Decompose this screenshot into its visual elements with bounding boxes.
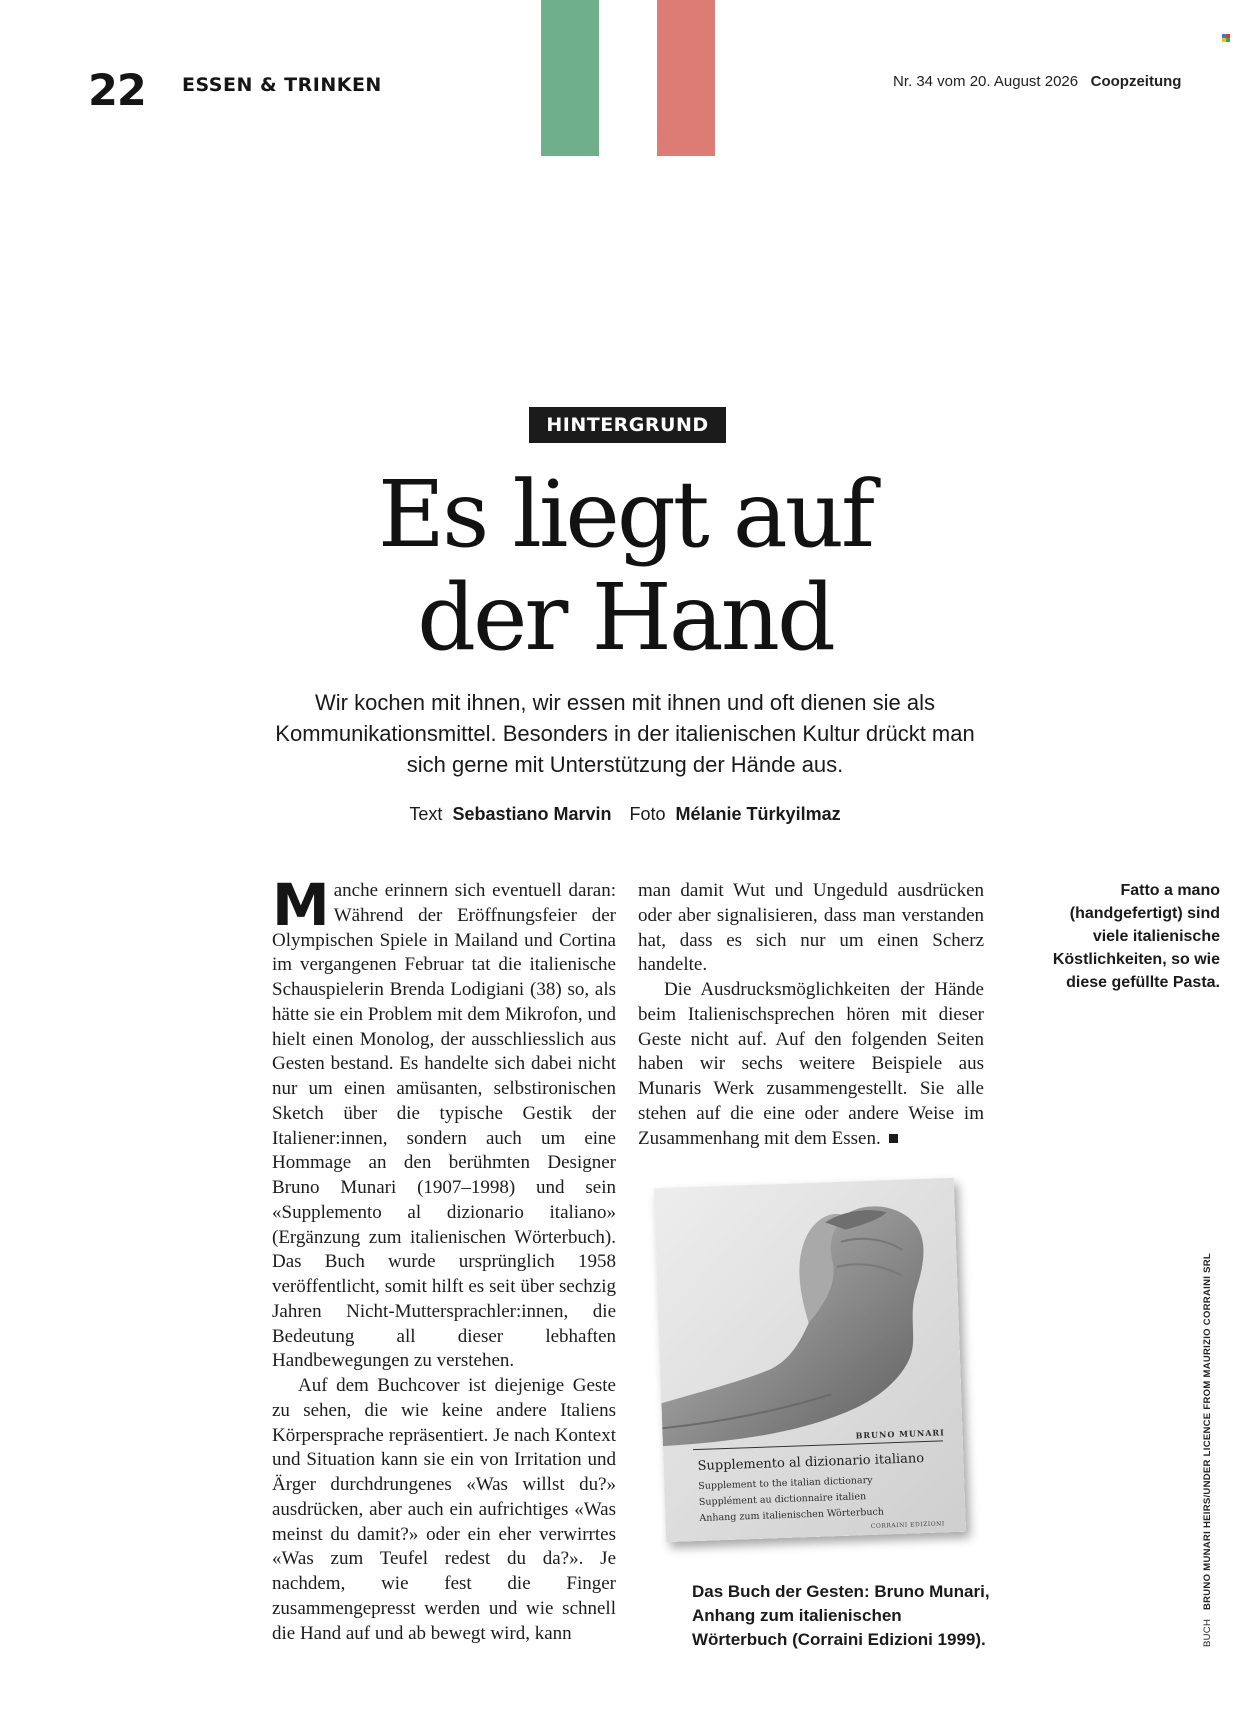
photo-credit-text: BRUNO MUNARI HEIRS/UNDER LICENCE FROM MAURIZIO CORRAINI SRL bbox=[1202, 1252, 1213, 1611]
article-column-1 bbox=[272, 871, 616, 1646]
side-photo-caption: Fatto a mano (handgefertigt) sind viele italienische Köstlichkeiten, so wie diese gefüllte Pasta. bbox=[1052, 882, 1220, 991]
photo-credit-label: BUCH bbox=[1202, 1618, 1213, 1647]
byline bbox=[300, 802, 950, 826]
dropcap: M bbox=[272, 871, 328, 939]
article-paragraph-1 bbox=[272, 871, 616, 1374]
headline-line-1: Es liegt auf bbox=[377, 461, 873, 568]
headline bbox=[300, 463, 950, 669]
lead-paragraph: Wir kochen mit ihnen, wir essen mit ihnen und oft dienen sie als Kommunikationsmittel. Besonders in der italienischen Kultur drückt man sich gerne mit Unterstützung der Hände aus. bbox=[275, 690, 975, 777]
book-author: BRUNO MUNARI bbox=[855, 1427, 945, 1441]
section-title: ESSEN & TRINKEN bbox=[182, 74, 382, 96]
book-subtitle-german: Anhang zum italienischen Wörterbuch bbox=[699, 1506, 885, 1524]
article-paragraph-2: Auf dem Buchcover ist diejenige Geste zu sehen, die wie keine andere Italiens Körpersprache repräsentiert. Je nach Kontext und Situation kann sie ein von Irritation und Ärger durchdrungenes «Was willst du?» ausdrücken, aber auch ein aufrichtiges «Was meinst du damit?» oder ein eher verwirrtes «Was zum Teufel redest du da?». Je nachdem, wie fest die Finger zusammengepresst werden und wie schnell die Hand auf und ab bewegt wird, kann bbox=[272, 1375, 616, 1644]
photo-credit bbox=[1202, 1253, 1214, 1647]
article-column-2 bbox=[638, 879, 984, 1151]
publication-name: Coopzeitung bbox=[1090, 73, 1182, 90]
kicker-badge: HINTERGRUND bbox=[529, 407, 726, 443]
book-subtitle-french: Supplément au dictionnaire italien bbox=[698, 1491, 867, 1508]
issue-date: Nr. 34 vom 20. August 2026 bbox=[893, 73, 1079, 90]
byline-photo-label: Foto bbox=[629, 804, 666, 824]
book-cover-image bbox=[654, 1178, 966, 1542]
article-paragraph-4-text: Die Ausdrucksmöglichkeiten der Hände beim Italienischsprechen hören mit dieser Geste nicht auf. Auf den folgenden Seiten haben wir sechs weitere Beispiele aus Munaris Werk zusammengestellt. Sie alle stehen auf die eine oder andere Weise im Zusammenhang mit dem Essen. bbox=[638, 979, 984, 1149]
headline-line-2: der Hand bbox=[417, 564, 833, 671]
article-paragraph-3: man damit Wut und Ungeduld ausdrücken oder aber signalisieren, dass man verstanden hat, dass es sich nur um einen Scherz handelte. bbox=[638, 880, 984, 976]
byline-text-label: Text bbox=[409, 804, 443, 824]
byline-text-author: Sebastiano Marvin bbox=[452, 804, 612, 824]
book-title: Supplemento al dizionario italiano bbox=[697, 1451, 925, 1474]
byline-photo-author: Mélanie Türkyilmaz bbox=[675, 804, 841, 824]
article-paragraph-1-text: anche erinnern sich eventuell daran: Während der Eröffnungsfeier der Olympischen Spiele in Mailand und Cortina im vergangenen Februar tat die italienische Schauspielerin Brenda Lodigiani (38) so, als hätte sie ein Problem mit dem Mikrofon, und hielt einen Monolog, der ausschliesslich aus Gesten bestand. Es handelte sich dabei nicht nur um einen amüsanten, selbstironischen Sketch über die typische Gestik der Italiener:innen, sondern auch um eine Hommage an den berühmten Designer Bruno Munari (1907–1998) und sein «Supplemento al dizionario italiano» (Ergänzung zum italienischen Wörterbuch). Das Buch wurde ursprünglich 1958 veröffentlicht, somit hilft es seit über sechzig Jahren Nicht-Muttersprachler:innen, die Bedeutung all dieser lebhaften Handbewegungen zu verstehen. bbox=[272, 880, 616, 1372]
book-publisher: CORRAINI EDIZIONI bbox=[870, 1520, 945, 1530]
flag-stripe-red bbox=[657, 0, 715, 156]
color-registration-mark bbox=[1222, 34, 1230, 42]
article-paragraph-4 bbox=[638, 978, 984, 1151]
flag-stripe-green bbox=[541, 0, 599, 156]
page-number: 22 bbox=[88, 66, 146, 116]
book-caption: Das Buch der Gesten: Bruno Munari, Anhang zum italienischen Wörterbuch (Corraini Edizioni 1999). bbox=[692, 1582, 990, 1649]
issue-info bbox=[893, 72, 1182, 92]
flag-stripe-white bbox=[599, 0, 657, 156]
book-subtitle-english: Supplement to the italian dictionary bbox=[698, 1474, 873, 1492]
end-of-article-mark bbox=[889, 1134, 898, 1143]
